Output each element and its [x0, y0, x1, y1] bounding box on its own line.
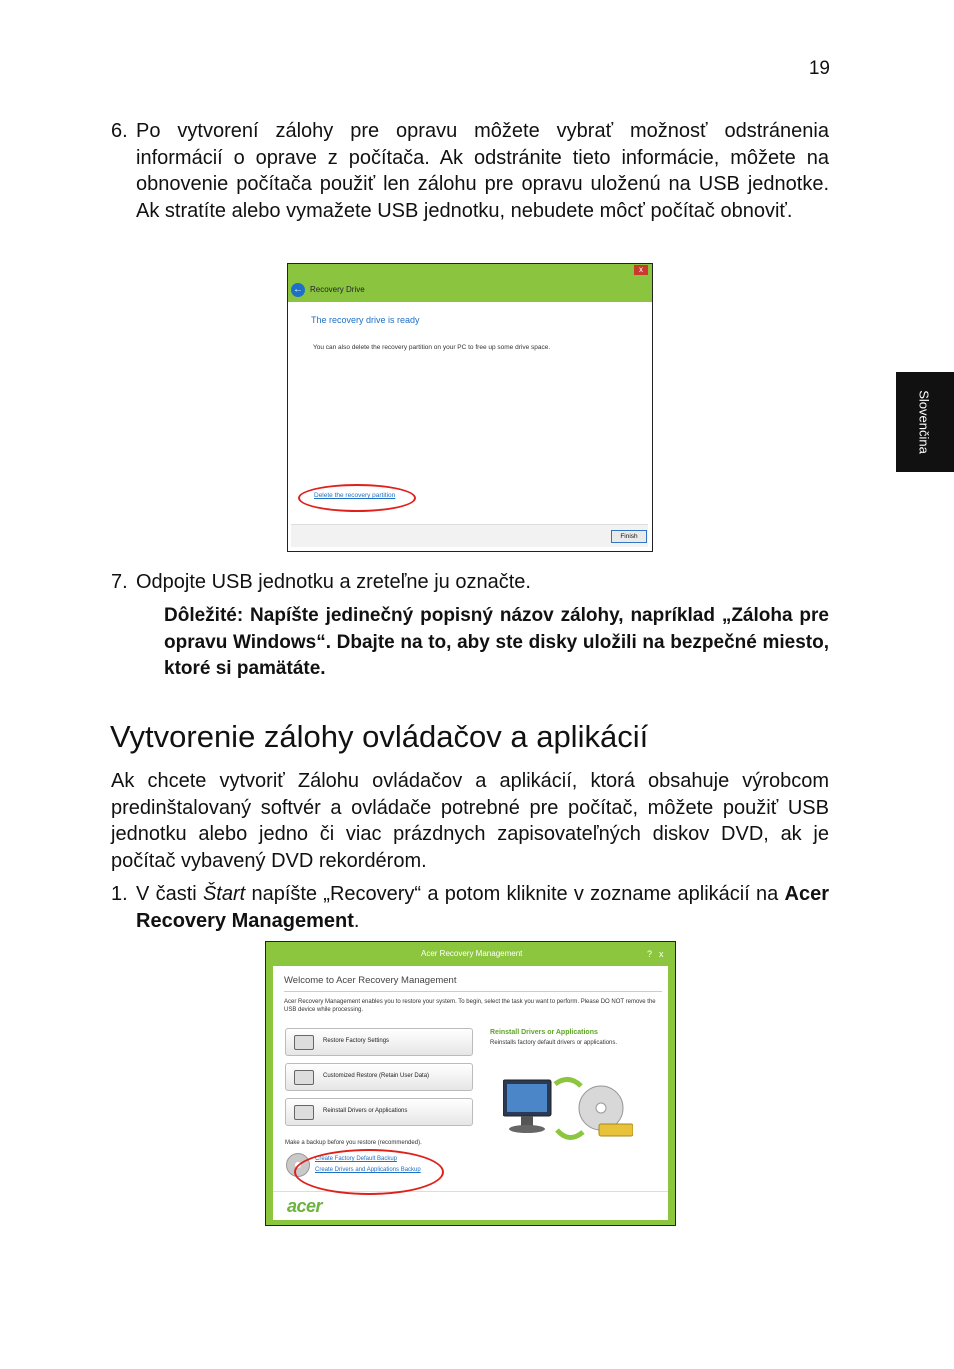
page-number: 19: [808, 58, 830, 79]
important-note: Dôležité: Napíšte jedinečný popisný názov zálohy, napríklad „Záloha pre opravu Windows“. Dbajte na to, aby ste disky uložili na bezpečné miesto, ktoré si pamätáte.: [164, 605, 829, 679]
window-title: Recovery Drive: [310, 285, 365, 294]
language-label: Slovenčina: [916, 390, 932, 454]
highlight-ellipse: [294, 1149, 444, 1195]
finish-button[interactable]: Finish: [611, 530, 647, 543]
divider: [284, 991, 662, 992]
app-title-bar: [266, 942, 675, 966]
app-name: Acer Recovery Management: [136, 883, 829, 932]
app-title: Acer Recovery Management: [421, 949, 523, 958]
start-menu-term: Štart: [202, 883, 246, 905]
backup-title: Make a backup before you restore (recommended).: [285, 1140, 422, 1146]
dialog-description: You can also delete the recovery partition on your PC to free up some drive space.: [313, 344, 551, 351]
step-7-text: Odpojte USB jednotku a zreteľne ju označte.: [136, 571, 531, 593]
close-icon[interactable]: x: [634, 265, 648, 275]
back-arrow-icon[interactable]: ←: [293, 284, 303, 295]
monitor-disc-illustration: [503, 1072, 633, 1152]
create-drivers-backup-link[interactable]: Create Drivers and Applications Backup: [315, 1167, 421, 1173]
recovery-drive-screenshot: [287, 263, 653, 552]
step-1-number: 1.: [111, 883, 128, 905]
step-7-number: 7.: [111, 571, 128, 593]
step-6-number: 6.: [111, 120, 128, 142]
welcome-heading: Welcome to Acer Recovery Management: [284, 975, 457, 986]
highlight-ellipse: [298, 484, 416, 512]
dialog-footer: [291, 524, 648, 547]
delete-partition-link[interactable]: Delete the recovery partition: [314, 492, 396, 499]
language-side-tab: [896, 372, 954, 472]
step-1-text-part: napíšte „Recovery“ a potom kliknite v zozname aplikácií na: [245, 883, 785, 905]
step-6-text: Po vytvorení zálohy pre opravu môžete vybrať možnosť odstránenia informácií o oprave z počítača. Ak odstránite tieto informácie, môžete na obnovenie počítača použiť len zálohu pre opravu uloženú na USB jednotke. Ak stratíte alebo vymažete USB jednotku, nebudete môcť počítač obnoviť.: [136, 120, 829, 222]
close-icon[interactable]: x: [659, 949, 664, 959]
step-1-text-part: .: [353, 909, 360, 932]
restore-factory-settings-button[interactable]: [285, 1028, 473, 1056]
selected-option-title: Reinstall Drivers or Applications: [490, 1029, 598, 1036]
window-title-bar: [288, 264, 652, 302]
step-1-text: [136, 881, 829, 934]
section-title: Vytvorenie zálohy ovládačov a aplikácií: [110, 719, 649, 754]
create-factory-backup-link[interactable]: Create Factory Default Backup: [315, 1156, 398, 1162]
option-label: Customized Restore (Retain User Data): [323, 1073, 430, 1079]
option-label: Restore Factory Settings: [323, 1038, 390, 1044]
hard-drive-icon: [294, 1070, 314, 1085]
option-label: Reinstall Drivers or Applications: [323, 1108, 408, 1114]
hard-drive-icon: [294, 1035, 314, 1050]
app-intro: Acer Recovery Management enables you to restore your system. To begin, select the task you want to perform. Please DO NOT remove the USB device while processing.: [284, 999, 656, 1013]
customized-restore-button[interactable]: [285, 1063, 473, 1091]
dialog-heading: The recovery drive is ready: [311, 315, 420, 325]
acer-recovery-screenshot: [265, 941, 676, 1226]
reinstall-drivers-button[interactable]: [285, 1098, 473, 1126]
applications-icon: [294, 1105, 314, 1120]
intro-paragraph: Ak chcete vytvoriť Zálohu ovládačov a aplikácií, ktorá obsahuje výrobcom predinštalovaný softvér a ovládače potrebné pre počítač, môžete použiť USB jednotku alebo jedno či viac prázdnych zapisovateľných diskov DVD, ak je počítač vybavený DVD rekordérom.: [111, 770, 829, 872]
help-icon[interactable]: ?: [647, 949, 653, 959]
step-1-text-part: V časti: [136, 883, 203, 905]
selected-option-desc: Reinstalls factory default drivers or applications.: [490, 1040, 618, 1046]
acer-logo: acer: [287, 1196, 323, 1216]
